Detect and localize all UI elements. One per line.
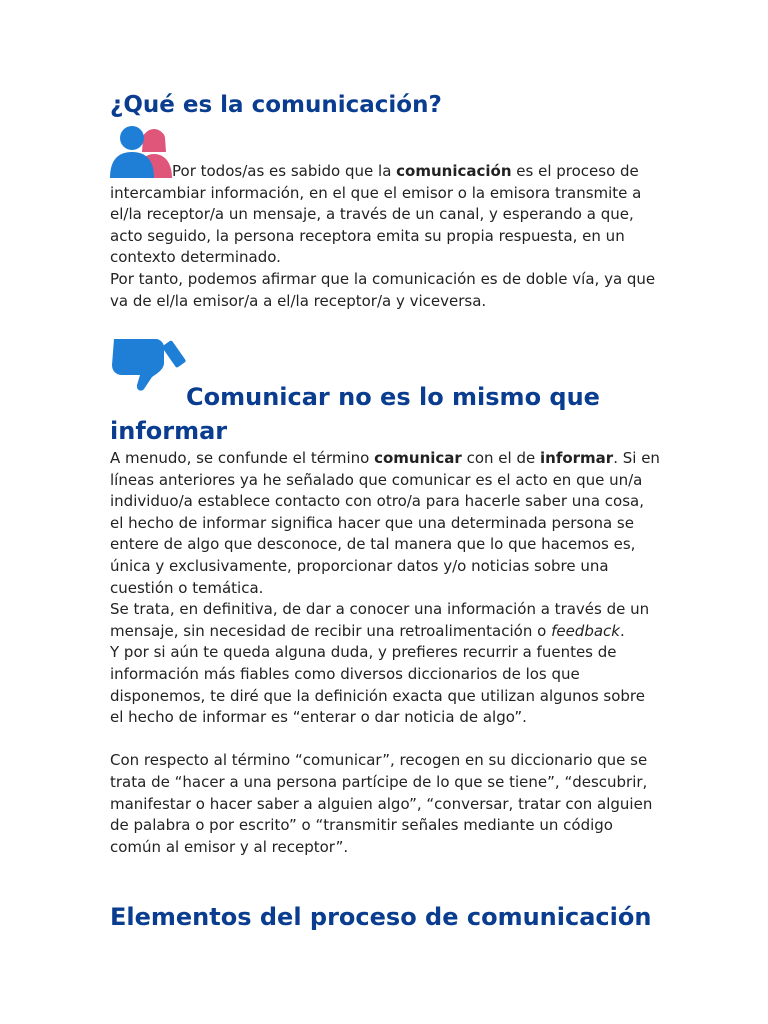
heading-que-es-comunicacion: ¿Qué es la comunicación? <box>110 92 442 118</box>
paragraph-doble-via: Por tanto, podemos afirmar que la comunicación es de doble vía, ya que va de el/la emisor/a a el/la receptor/a y viceversa. <box>110 269 656 310</box>
paragraph-comunicar-definicion: Con respecto al término “comunicar”, recogen en su diccionario que se trata de “hacer a una persona partícipe de lo que se tiene”, “descubrir, manifestar o hacer saber a alguien algo”, “conversar, tratar con alguien de palabra o por escrito” o “transmitir señales mediante un código común al emisor y al receptor”. <box>110 751 653 856</box>
paragraph-diccionarios: Y por si aún te queda alguna duda, y prefieres recurrir a fuentes de información más fiables como diversos diccionarios de los que disponemos, te diré que la definición exacta que utilizan algunos sobre el hecho de informar es “enterar o dar noticia de algo”. <box>110 643 645 727</box>
paragraph-definicion: Por todos/as es sabido que la comunicación es el proceso de intercambiar información, en el que el emisor o la emisora transmite a el/la receptor/a un mensaje, a través de un canal, y esperando a que, acto seguido, la persona receptora emita su propia respuesta, en un contexto determinado. <box>110 162 642 267</box>
paragraph-confusion: A menudo, se confunde el término comunicar con el de informar. Si en líneas anteriores ya he señalado que comunicar es el acto en que un/a individuo/a establece contacto con otro/a para hacerle saber una cosa, el hecho de informar significa hacer que una determinada persona se entere de algo que desconoce, de tal manera que lo que hacemos es, única y exclusivamente, proporcionar datos y/o noticias sobre una cuestión o temática. <box>110 449 660 597</box>
section-definicion <box>110 161 660 312</box>
section-comunicar-informar <box>110 448 660 858</box>
heading-elementos: Elementos del proceso de comunicación <box>110 903 652 931</box>
heading-comunicar-informar: Comunicar no es lo mismo que informar <box>110 383 600 445</box>
paragraph-gap <box>110 729 660 751</box>
paragraph-retroalimentacion: Se trata, en definitiva, de dar a conocer una información a través de un mensaje, sin necesidad de recibir una retroalimentación o feedback. <box>110 600 650 640</box>
